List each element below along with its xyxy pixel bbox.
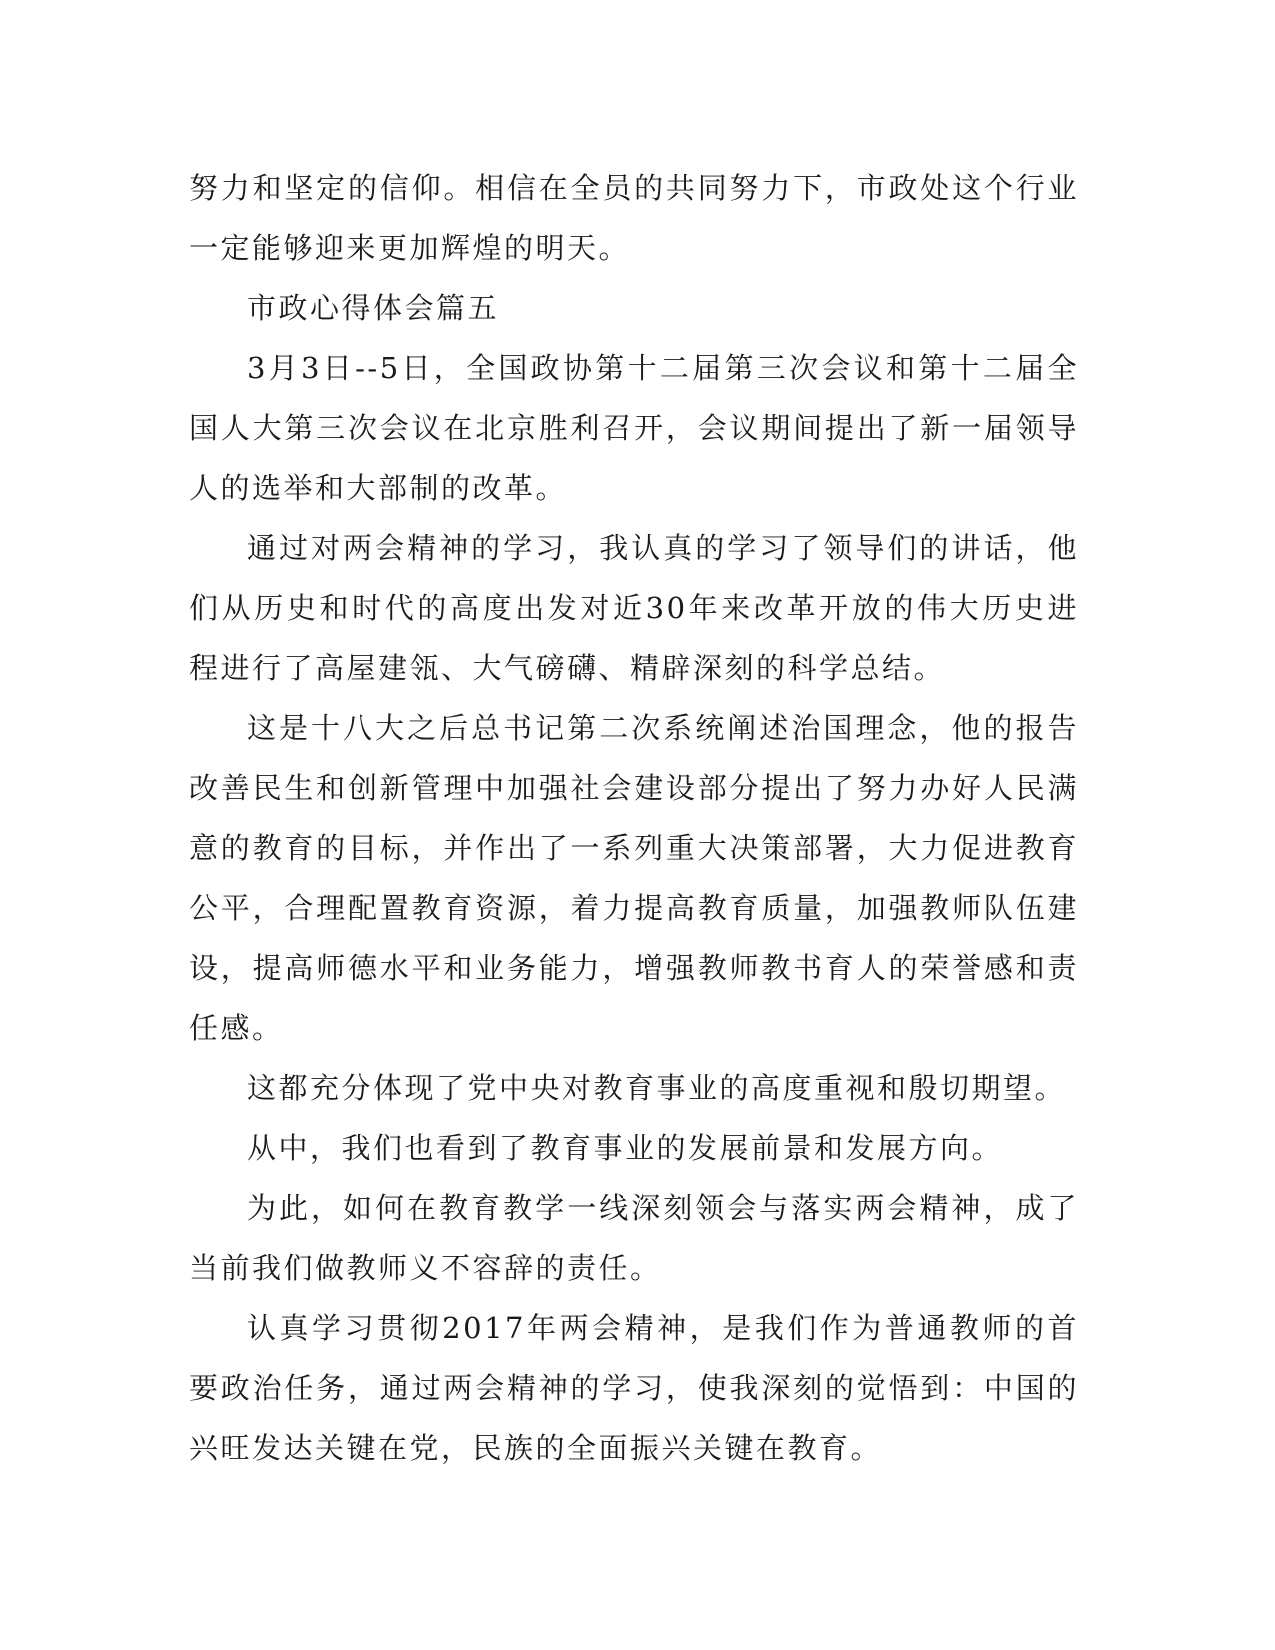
- paragraph: 认真学习贯彻2017年两会精神，是我们作为普通教师的首要政治任务，通过两会精神的学习，使我深刻的觉悟到：中国的兴旺发达关键在党，民族的全面振兴关键在教育。: [189, 1311, 1079, 1465]
- section-heading: 市政心得体会篇五: [247, 291, 500, 325]
- document-body: [189, 158, 1079, 1478]
- paragraph: 从中，我们也看到了教育事业的发展前景和发展方向。: [247, 1131, 1004, 1165]
- paragraph: 通过对两会精神的学习，我认真的学习了领导们的讲话，他们从历史和时代的高度出发对近30年来改革开放的伟大历史进程进行了高屋建瓴、大气磅礴、精辟深刻的科学总结。: [189, 531, 1079, 685]
- paragraph-continuation: 努力和坚定的信仰。相信在全员的共同努力下，市政处这个行业一定能够迎来更加辉煌的明天。: [189, 171, 1079, 265]
- paragraph: 这是十八大之后总书记第二次系统阐述治国理念，他的报告改善民生和创新管理中加强社会建设部分提出了努力办好人民满意的教育的目标，并作出了一系列重大决策部署，大力促进教育公平，合理配置教育资源，着力提高教育质量，加强教师队伍建设，提高师德水平和业务能力，增强教师教书育人的荣誉感和责任感。: [189, 711, 1079, 1045]
- paragraph: 为此，如何在教育教学一线深刻领会与落实两会精神，成了当前我们做教师义不容辞的责任。: [189, 1191, 1079, 1285]
- paragraph: 这都充分体现了党中央对教育事业的高度重视和殷切期望。: [247, 1071, 1067, 1105]
- paragraph: 3月3日--5日，全国政协第十二届第三次会议和第十二届全国人大第三次会议在北京胜利召开，会议期间提出了新一届领导人的选举和大部制的改革。: [189, 351, 1079, 505]
